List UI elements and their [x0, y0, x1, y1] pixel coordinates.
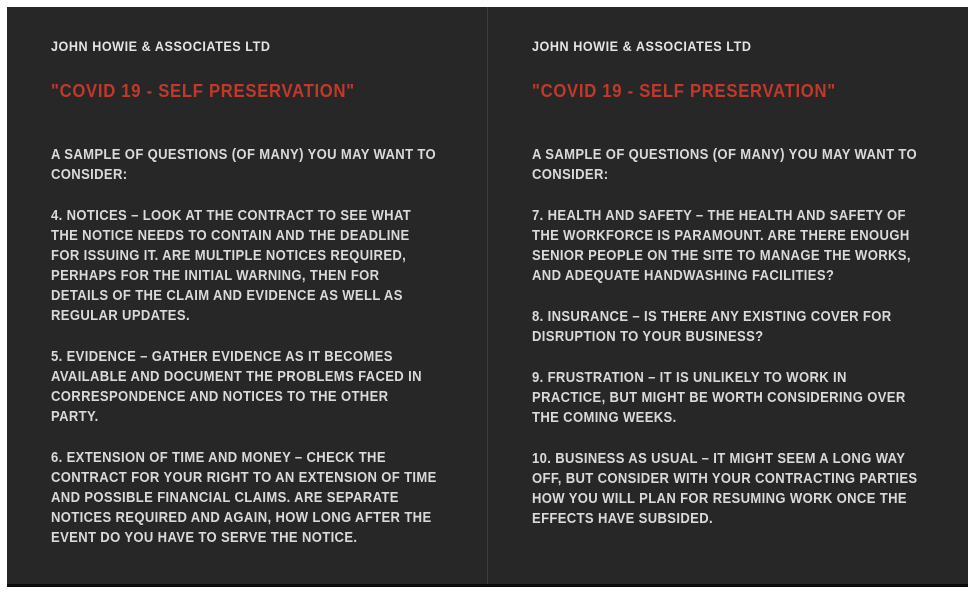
slide-title: "COVID 19 - SELF PRESERVATION" [51, 80, 355, 101]
question-item-5: 5. EVIDENCE – GATHER EVIDENCE AS IT BECOMES AVAILABLE AND DOCUMENT THE PROBLEMS FACED IN CORRESPONDENCE AND NOTICES TO THE OTHER PARTY. [51, 349, 422, 425]
question-item-10: 10. BUSINESS AS USUAL – IT MIGHT SEEM A LONG WAY OFF, BUT CONSIDER WITH YOUR CONTRACTING PARTIES HOW YOU WILL PLAN FOR RESUMING WORK ONCE THE EFFECTS HAVE SUBSIDED. [532, 451, 918, 527]
slide-left [7, 7, 487, 584]
slide-right-content [532, 37, 921, 529]
slide-title: "COVID 19 - SELF PRESERVATION" [532, 80, 836, 101]
company-name: JOHN HOWIE & ASSOCIATES LTD [51, 38, 271, 54]
slide-canvas [7, 7, 968, 587]
slide-right [488, 7, 968, 584]
slide-left-content [51, 37, 440, 548]
intro-text: A SAMPLE OF QUESTIONS (OF MANY) YOU MAY WANT TO CONSIDER: [51, 147, 437, 183]
question-item-4: 4. NOTICES – LOOK AT THE CONTRACT TO SEE WHAT THE NOTICE NEEDS TO CONTAIN AND THE DEADLINE FOR ISSUING IT. ARE MULTIPLE NOTICES REQUIRED, PERHAPS FOR THE INITIAL WARNING, THEN FOR DETAILS OF THE CLAIM AND EVIDENCE AS WELL AS REGULAR UPDATES. [51, 208, 412, 324]
question-item-8: 8. INSURANCE – IS THERE ANY EXISTING COVER FOR DISRUPTION TO YOUR BUSINESS? [532, 309, 892, 345]
question-item-9: 9. FRUSTRATION – IT IS UNLIKELY TO WORK IN PRACTICE, BUT MIGHT BE WORTH CONSIDERING OVER THE COMING WEEKS. [532, 370, 906, 426]
question-item-7: 7. HEALTH AND SAFETY – THE HEALTH AND SAFETY OF THE WORKFORCE IS PARAMOUNT. ARE THERE ENOUGH SENIOR PEOPLE ON THE SITE TO MANAGE THE WORKS, AND ADEQUATE HANDWASHING FACILITIES? [532, 208, 911, 284]
question-item-6: 6. EXTENSION OF TIME AND MONEY – CHECK THE CONTRACT FOR YOUR RIGHT TO AN EXTENSION OF TIME AND POSSIBLE FINANCIAL CLAIMS. ARE SEPARATE NOTICES REQUIRED AND AGAIN, HOW LONG AFTER THE EVENT DO YOU HAVE TO SERVE THE NOTICE. [51, 450, 437, 546]
intro-text: A SAMPLE OF QUESTIONS (OF MANY) YOU MAY WANT TO CONSIDER: [532, 147, 918, 183]
company-name: JOHN HOWIE & ASSOCIATES LTD [532, 38, 752, 54]
